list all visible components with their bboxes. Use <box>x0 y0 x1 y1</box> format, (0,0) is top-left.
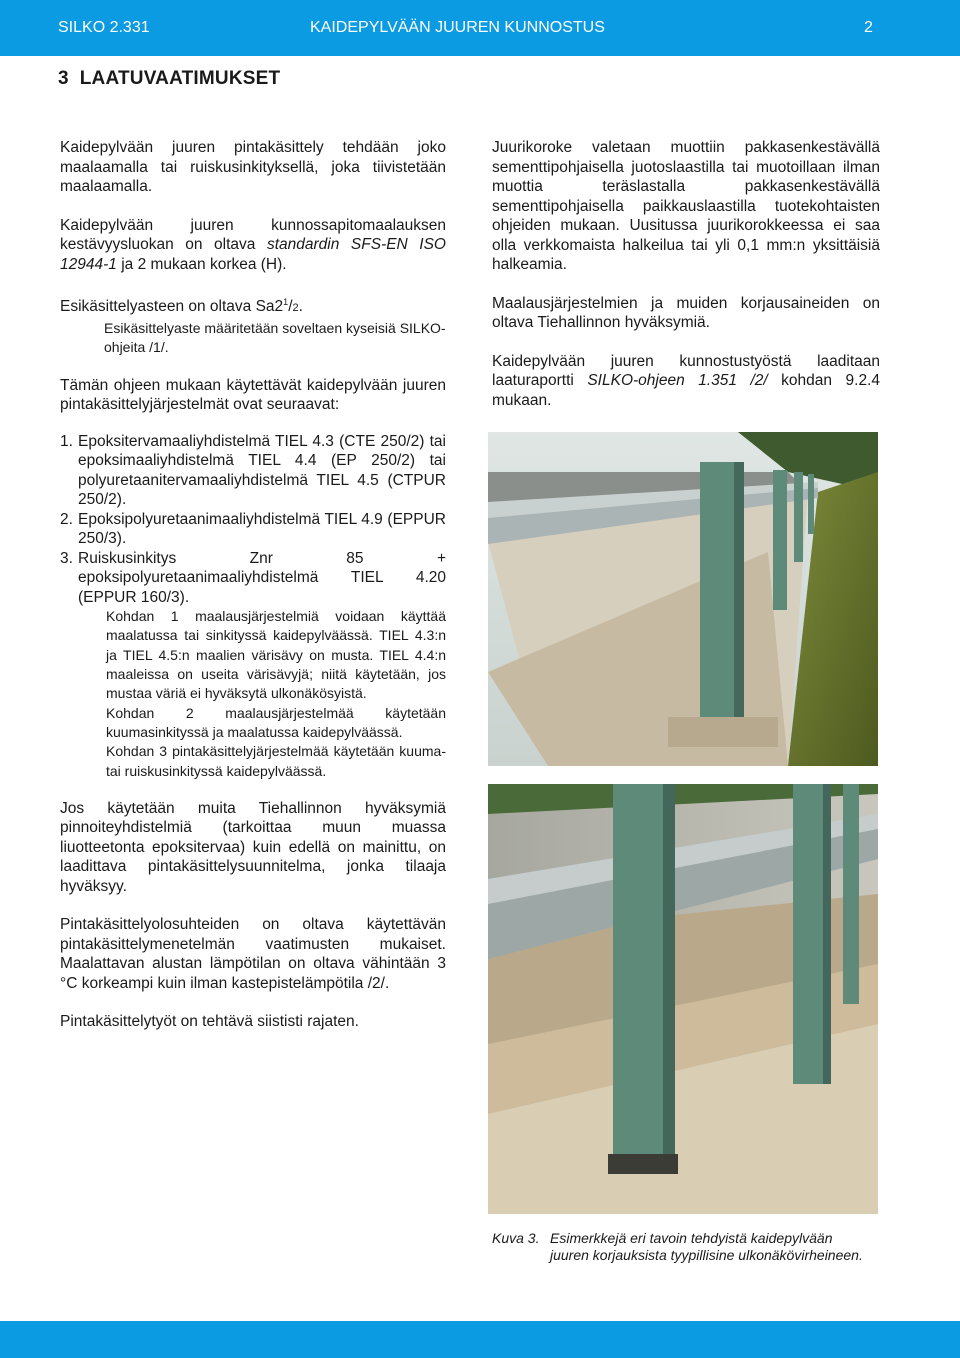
paragraph: Jos käytetään muita Tiehallinnon hyväksymiä pinnoiteyhdistelmiä (tarkoittaa muun muassa liuotteetonta epoksitervaa) kuin edellä on mainittu, on laadittava pintakäsittelysuunnitelma, jonka tilaaja hyväksyy. <box>60 799 446 895</box>
list-note: Kohdan 1 maalausjärjestelmiä voidaan käyttää maalatussa tai sinkityssä kaidepylväässä. TIEL 4.3:n ja TIEL 4.5:n maalien värisävy on musta. TIEL 4.4:n maaleissa on useita värisävyjä; niitä käytetään, jos mustaa väriä ei hyväksytä ulkonäkösyistä. <box>106 608 446 702</box>
list-note: Kohdan 2 maalausjärjestelmää käytetään kuumasinkityssä ja maalatussa kaidepylväässä. <box>106 704 446 740</box>
silko-reference: SILKO-ohjeen 1.351 /2/ <box>587 372 768 389</box>
paragraph-report: Kaidepylvään juuren kunnostustyöstä laaditaan laaturaportti SILKO-ohjeen 1.351 /2/ kohdan 9.2.4 mukaan. <box>492 352 880 409</box>
header-bar <box>0 0 960 56</box>
paragraph: Juurikoroke valetaan muottiin pakkasenkestävällä sementtipohjaisella juotoslaastilla tai muotoillaan ilman muottia teräslastalla pakkasenkestävällä sementtipohjaisella paikkauslaastilla tuotekohtaisten ohjeiden mukaan. Uusitussa juurikorokkeessa ei saa olla verkkomaista halkeilua tai yli 0,1 mm:n yksittäisiä halkeamia. <box>492 139 880 273</box>
list-item: 2. Epoksipolyuretaanimaaliyhdistelmä TIEL 4.9 (EPPUR 250/3). <box>60 510 446 548</box>
left-column <box>60 138 446 1051</box>
paragraph: Maalausjärjestelmien ja muiden korjausaineiden on oltava Tiehallinnon hyväksymiä. <box>492 294 880 331</box>
guardrail-photo-illustration <box>488 432 878 766</box>
doc-title: KAIDEPYLVÄÄN JUUREN KUNNOSTUS <box>310 19 605 36</box>
paragraph-durability: Kaidepylvään juuren kunnossapitomaalauksen kestävyysluokan on oltava standardin SFS-EN ISO 12944-1 ja 2 mukaan korkea (H). <box>60 216 446 273</box>
list-note: Kohdan 3 pintakäsittelyjärjestelmää käytetään kuuma- tai ruiskusinkityssä kaidepylväässä. <box>106 743 446 779</box>
paragraph-pretreatment: Esikäsittelyasteen on oltava $Sa2^1/2$. <box>60 297 303 316</box>
figure-caption <box>492 1230 872 1264</box>
right-column <box>492 138 880 429</box>
standard-reference: standardin SFS-EN ISO 12944-1 <box>60 236 446 273</box>
guardrail-photo-illustration <box>488 784 878 1214</box>
section-number: 3 <box>58 68 69 89</box>
systems-list <box>60 432 446 608</box>
paragraph: Pintakäsittelyolosuhteiden on oltava käytettävän pintakäsittelymenetelmän vaatimusten mukaiset. Maalattavan alustan lämpötilan on oltava vähintään 3 °C korkeampi kuin ilman kastepistelämpötila /2/. <box>60 916 446 992</box>
photo-guardrail-1 <box>488 432 878 766</box>
doc-code: SILKO 2.331 <box>58 19 150 36</box>
list-item: 1. Epoksitervamaaliyhdistelmä TIEL 4.3 (CTE 250/2) tai epoksimaaliyhdistelmä TIEL 4.4 (EP 250/2) tai polyuretaanitervamaaliyhdistelmä TIEL 4.5 (CTPUR 250/2). <box>60 432 446 509</box>
page-number: 2 <box>864 19 873 36</box>
pretreatment-note: Esikäsittelyaste määritetään soveltaen kyseisiä SILKO-ohjeita /1/. <box>104 319 446 355</box>
photo-guardrail-2 <box>488 784 878 1214</box>
footer-bar <box>0 1321 960 1358</box>
paragraph-systems-intro: Tämän ohjeen mukaan käytettävät kaidepylvään juuren pintakäsittelyjärjestelmät ovat seuraavat: <box>60 376 446 414</box>
section-heading <box>58 68 280 90</box>
figure-text: Esimerkkejä eri tavoin tehdyistä kaidepylvään juuren korjauksista tyypillisine ulkonäkövirheineen. <box>550 1230 863 1263</box>
list-item: 3. Ruiskusinkitys Znr 85 + epoksipolyuretaanimaaliyhdistelmä TIEL 4.20 (EPPUR 160/3). <box>60 549 446 606</box>
paragraph: Kaidepylvään juuren pintakäsittely tehdään joko maalaamalla tai ruiskusinkityksellä, joka tiivistetään maalaamalla. <box>60 139 446 195</box>
section-title: LAATUVAATIMUKSET <box>79 68 281 89</box>
paragraph: Pintakäsittelytyöt on tehtävä siististi rajaten. <box>60 1013 359 1031</box>
figure-label: Kuva 3. <box>492 1230 540 1246</box>
